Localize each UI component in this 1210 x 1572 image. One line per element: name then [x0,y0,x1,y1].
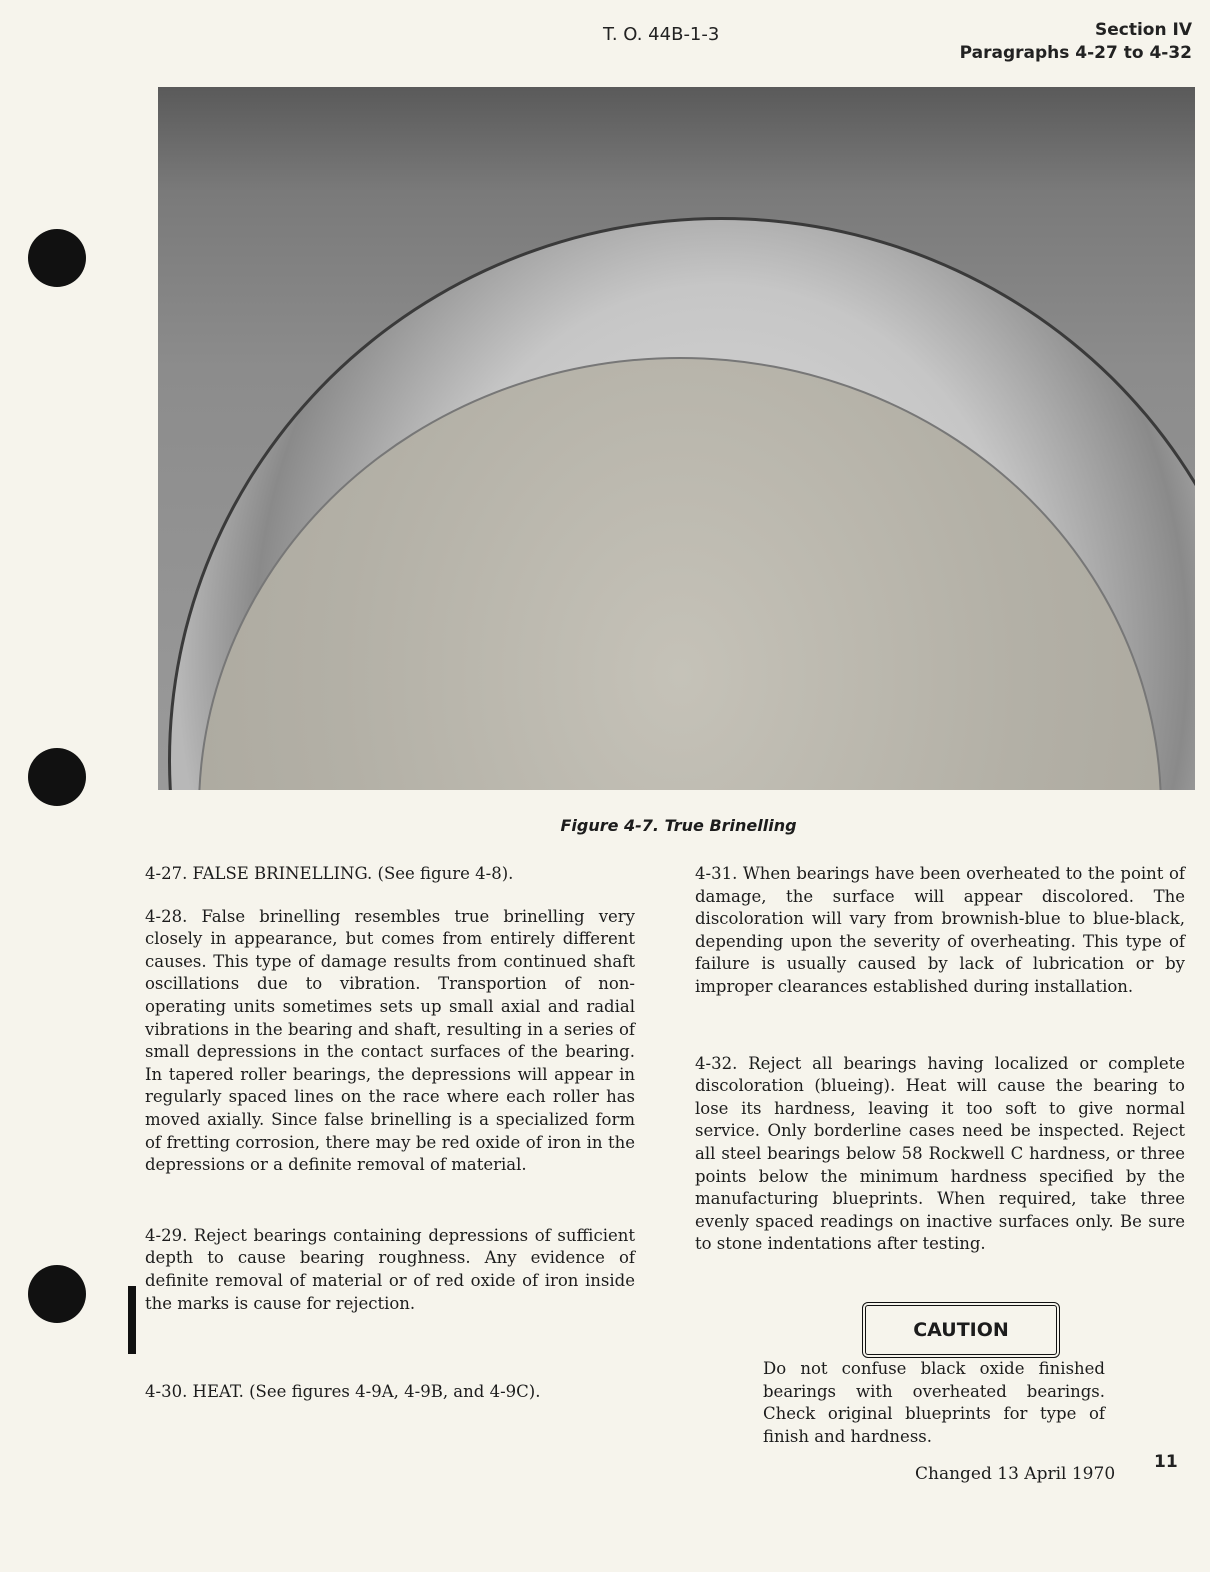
left-column [145,861,635,1404]
binder-hole-middle [28,748,86,806]
paragraph-4-28: 4-28. False brinelling resembles true brinelling very closely in appearance, but comes from entirely different causes. This type of damage results from continued shaft oscillations due to vibration. Transportion of non-operating units sometimes sets up small axial and radial vibrations in the bearing and shaft, resulting in a series of small depressions in the contact surfaces of the bearing. In tapered roller bearings, the depressions will appear in regularly spaced lines on the race where each roller has moved axially. Since false brinelling is a specialized form of fretting corrosion, there may be red oxide of iron in the depressions or a definite removal of material. [145,906,635,1175]
caution-box: CAUTION [862,1302,1060,1358]
figure-caption: Figure 4-7. True Brinelling [560,816,797,835]
change-bar [128,1286,136,1354]
binder-hole-top [28,229,86,287]
section-label: Section IV [1095,20,1192,40]
paragraph-range: Paragraphs 4-27 to 4-32 [959,43,1192,63]
paragraph-4-32: 4-32. Reject all bearings having localized or complete discoloration (blueing). Heat will cause the bearing to lose its hardness, leaving it too soft to give normal service. Only borderline cases need be inspected. Reject all steel bearings below 58 Rockwell C hardness, or three points below the minimum hardness specified by the manufacturing blueprints. When required, take three evenly spaced readings on inactive surfaces only. Be sure to stone indentations after testing. [695,1053,1185,1254]
change-date: Changed 13 April 1970 [915,1464,1116,1484]
right-column [695,863,1185,1256]
paragraph-4-29: 4-29. Reject bearings containing depressions of sufficient depth to cause bearing roughness. Any evidence of definite removal of material or of red oxide of iron inside the marks is cause for rejection. [145,1225,635,1313]
doc-number: T. O. 44B-1-3 [603,24,720,45]
page-number: 11 [1154,1452,1178,1472]
caution-text: Do not confuse black oxide finished bearings with overheated bearings. Check original blueprints for type of finish and hardness. [763,1359,1105,1446]
paragraph-4-30: 4-30. HEAT. (See figures 4-9A, 4-9B, and 4-9C). [145,1382,541,1402]
binder-hole-bottom [28,1265,86,1323]
figure-photo-bearing-race [158,87,1195,790]
paragraph-4-27: 4-27. FALSE BRINELLING. (See figure 4-8). [145,864,514,883]
paragraph-4-31: 4-31. When bearings have been overheated to the point of damage, the surface will appear discolored. The discoloration will vary from brownish-blue to blue-black, depending upon the severity of overheating. This type of failure is usually caused by lack of lubrication or by improper clearances established during installation. [695,864,1185,996]
